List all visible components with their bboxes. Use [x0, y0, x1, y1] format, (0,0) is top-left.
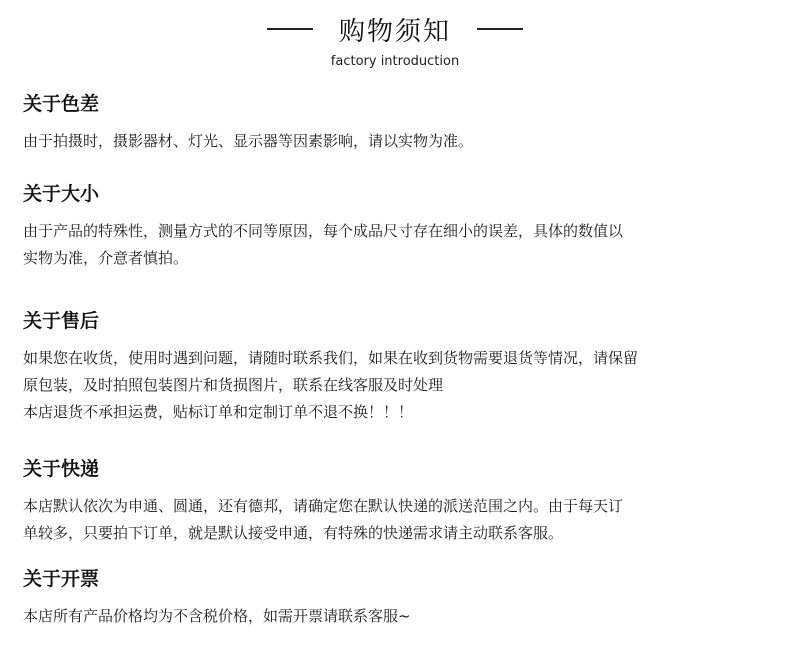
section-line: 如果您在收货，使用时遇到问题，请随时联系我们，如果在收到货物需要退货等情况，请保留: [23, 349, 639, 367]
section-line: 由于拍摄时，摄影器材、灯光、显示器等因素影响，请以实物为准。: [23, 132, 474, 150]
section-title: 关于开票: [23, 568, 100, 590]
page-subtitle: factory introduction: [330, 54, 460, 69]
section-body: [23, 345, 773, 426]
section-line: 由于产品的特殊性，测量方式的不同等原因，每个成品尺寸存在细小的误差，具体的数值以: [23, 222, 624, 240]
section-title: 关于售后: [23, 310, 100, 332]
section-after-sales: [23, 307, 773, 426]
page-title: 购物须知: [338, 16, 451, 47]
section-size: [23, 180, 773, 272]
section-color-difference: [23, 90, 773, 155]
section-line: 本店所有产品价格均为不含税价格，如需开票请联系客服~: [23, 607, 411, 625]
section-title: 关于大小: [23, 183, 100, 205]
section-title: 关于色差: [23, 93, 100, 115]
section-line: 本店退货不承担运费，贴标订单和定制订单不退不换！！！: [23, 403, 414, 421]
section-shipping: [23, 455, 773, 547]
section-body: [23, 493, 773, 547]
title-row: [0, 10, 790, 48]
section-line: 实物为准，介意者慎拍。: [23, 249, 189, 267]
section-line: 单较多，只要拍下订单，就是默认接受申通，有特殊的快递需求请主动联系客服。: [23, 524, 564, 542]
section-body: [23, 128, 773, 155]
section-body: [23, 218, 773, 272]
section-line: 本店默认依次为申通、圆通，还有德邦，请确定您在默认快递的派送范围之内。由于每天订: [23, 497, 624, 515]
section-line: 原包装，及时拍照包装图片和货损图片，联系在线客服及时处理: [23, 376, 444, 394]
section-title: 关于快递: [23, 458, 100, 480]
section-body: [23, 603, 773, 630]
title-right-rule: [477, 28, 523, 30]
page-header: [0, 10, 790, 69]
title-left-rule: [267, 28, 313, 30]
section-invoice: [23, 565, 773, 630]
